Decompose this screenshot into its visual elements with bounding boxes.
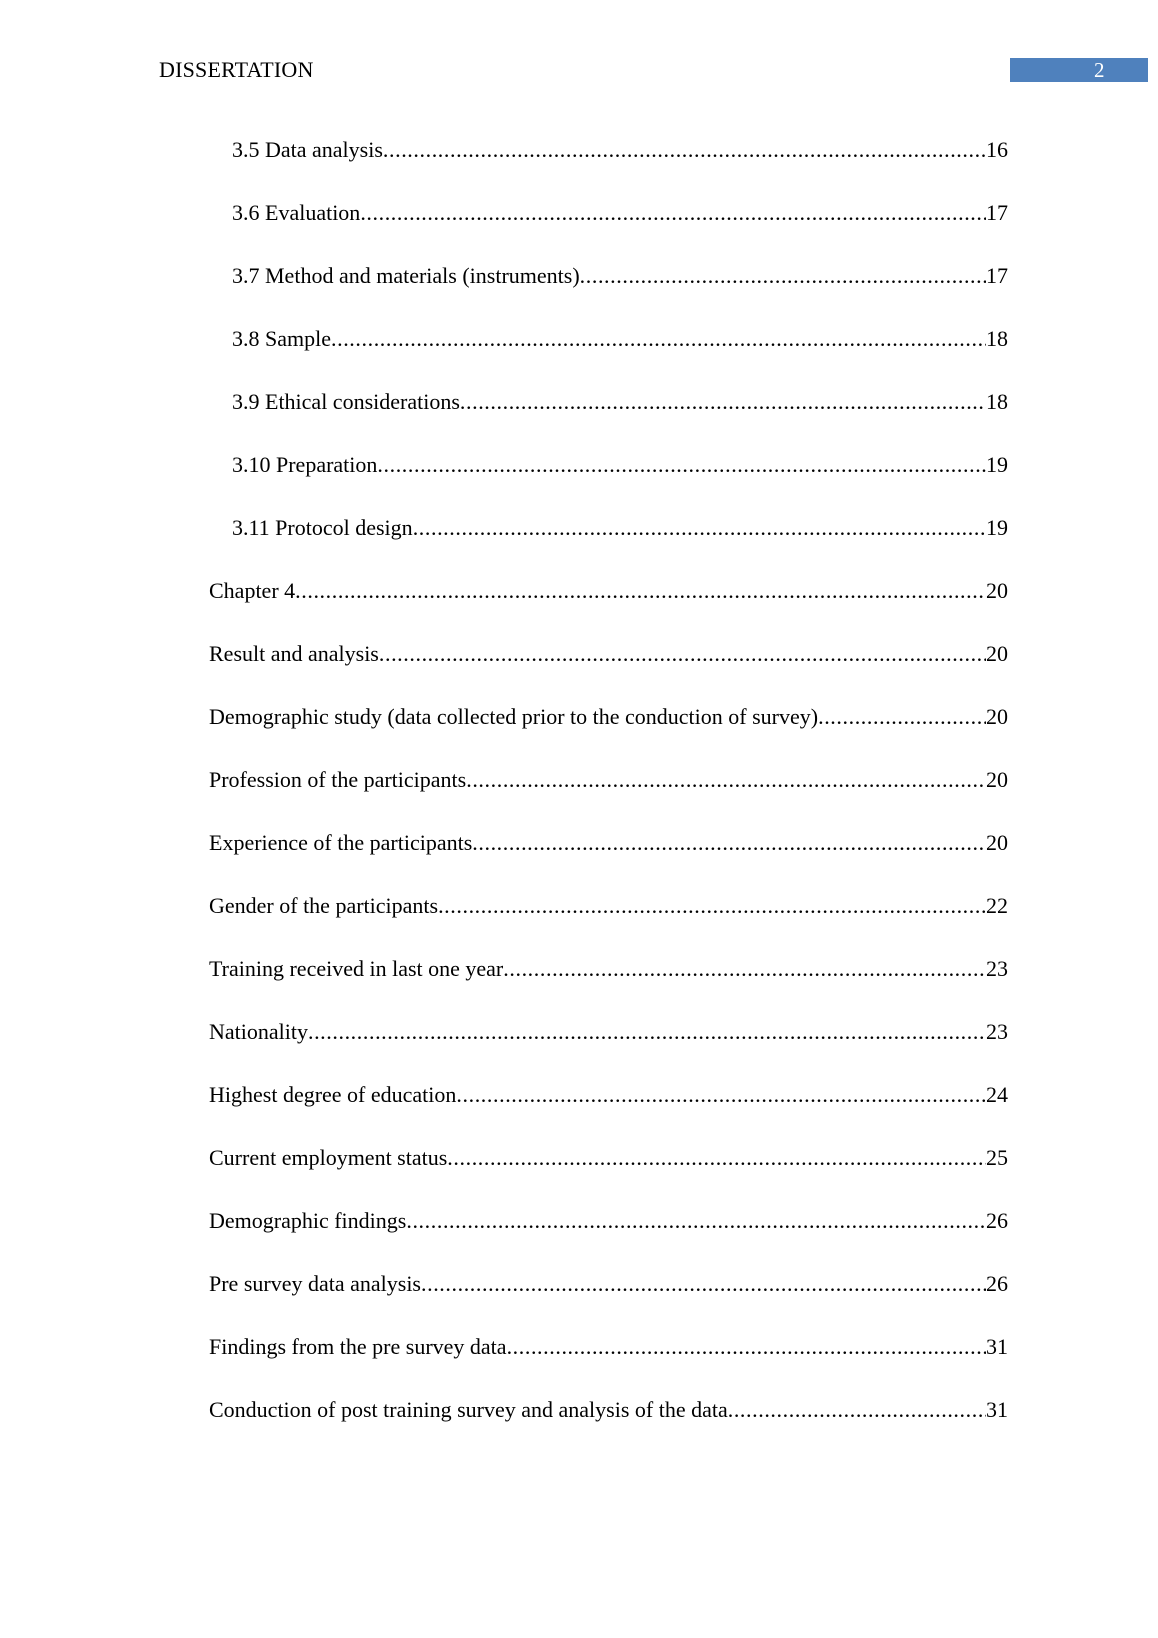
toc-dot-leader [472,827,986,859]
toc-entry-page: 20 [986,830,1008,855]
toc-entry-label: 3.8 Sample [232,326,331,351]
toc-entry-label: Highest degree of education [209,1082,457,1107]
toc-entry[interactable] [232,134,1008,166]
toc-dot-leader [406,1205,986,1237]
toc-entry[interactable] [209,953,1008,985]
toc-entry-label: Result and analysis [209,641,379,666]
toc-entry[interactable] [232,386,1008,418]
toc-entry-label: 3.10 Preparation [232,452,378,477]
toc-dot-leader [413,512,986,544]
toc-entry-page: 26 [986,1271,1008,1296]
toc-dot-leader [507,1331,986,1363]
toc-entry-label: Current employment status [209,1145,448,1170]
toc-entry-label: Conduction of post training survey and analysis of the data [209,1397,728,1422]
toc-dot-leader [447,1142,986,1174]
running-header-title: DISSERTATION [159,57,314,82]
toc-dot-leader [360,197,986,229]
toc-entry-page: 20 [986,704,1008,729]
toc-dot-leader [421,1268,986,1300]
toc-entry[interactable] [232,512,1008,544]
toc-entry-page: 23 [986,956,1008,981]
toc-entry-page: 18 [986,326,1008,351]
toc-entry[interactable] [232,197,1008,229]
toc-entry[interactable] [209,1394,1008,1426]
toc-entry-page: 19 [986,452,1008,477]
toc-entry-label: Demographic study (data collected prior to the conduction of survey) [209,704,819,729]
toc-entry-page: 31 [986,1397,1008,1422]
toc-entry-label: Pre survey data analysis [209,1271,421,1296]
toc-entry-page: 20 [986,578,1008,603]
toc-entry-page: 31 [986,1334,1008,1359]
toc-entry[interactable] [209,575,1008,607]
toc-dot-leader [331,323,986,355]
toc-entry[interactable] [209,1142,1008,1174]
toc-entry[interactable] [232,323,1008,355]
toc-dot-leader [580,260,986,292]
toc-entry-page: 17 [986,263,1008,288]
toc-entry[interactable] [209,1079,1008,1111]
toc-entry[interactable] [209,638,1008,670]
toc-dot-leader [295,575,986,607]
toc-entry-page: 23 [986,1019,1008,1044]
toc-entry[interactable] [209,827,1008,859]
toc-dot-leader [377,449,986,481]
toc-entry[interactable] [209,1331,1008,1363]
toc-entry-page: 22 [986,893,1008,918]
toc-entry-label: Demographic findings [209,1208,407,1233]
toc-entry-label: 3.9 Ethical considerations [232,389,460,414]
toc-entry[interactable] [232,449,1008,481]
toc-entry[interactable] [209,1268,1008,1300]
toc-entry-page: 24 [986,1082,1008,1107]
page-number-badge [1010,58,1148,82]
toc-entry-page: 20 [986,641,1008,666]
toc-dot-leader [460,386,986,418]
page-number: 2 [1094,58,1105,82]
toc-entry-page: 17 [986,200,1008,225]
toc-entry-label: Nationality [209,1019,308,1044]
toc-dot-leader [308,1016,986,1048]
toc-entry[interactable] [209,890,1008,922]
toc-entry[interactable] [232,260,1008,292]
toc-entry-page: 18 [986,389,1008,414]
toc-dot-leader [466,764,986,796]
toc-entry[interactable] [209,1205,1008,1237]
toc-entry-label: 3.11 Protocol design [232,515,413,540]
toc-dot-leader [503,953,986,985]
toc-entry-label: Chapter 4 [209,578,296,603]
toc-entry-page: 26 [986,1208,1008,1233]
toc-entry[interactable] [209,701,1008,733]
toc-entry-label: Gender of the participants [209,893,439,918]
toc-entry-label: Experience of the participants [209,830,473,855]
toc-dot-leader [818,701,986,733]
toc-entry-label: 3.6 Evaluation [232,200,361,225]
toc-entry-label: 3.7 Method and materials (instruments) [232,263,580,288]
toc-entry-page: 25 [986,1145,1008,1170]
toc-entry[interactable] [209,764,1008,796]
toc-entry-label: Findings from the pre survey data [209,1334,507,1359]
toc-dot-leader [383,134,986,166]
toc-entry-page: 20 [986,767,1008,792]
toc-dot-leader [456,1079,986,1111]
toc-dot-leader [438,890,986,922]
toc-entry-page: 19 [986,515,1008,540]
toc-entry-label: Profession of the participants [209,767,467,792]
toc-dot-leader [379,638,986,670]
toc-entry-label: 3.5 Data analysis [232,137,383,162]
toc-entry-label: Training received in last one year [209,956,504,981]
toc-entry-page: 16 [986,137,1008,162]
toc-dot-leader [728,1394,986,1426]
toc-entry[interactable] [209,1016,1008,1048]
